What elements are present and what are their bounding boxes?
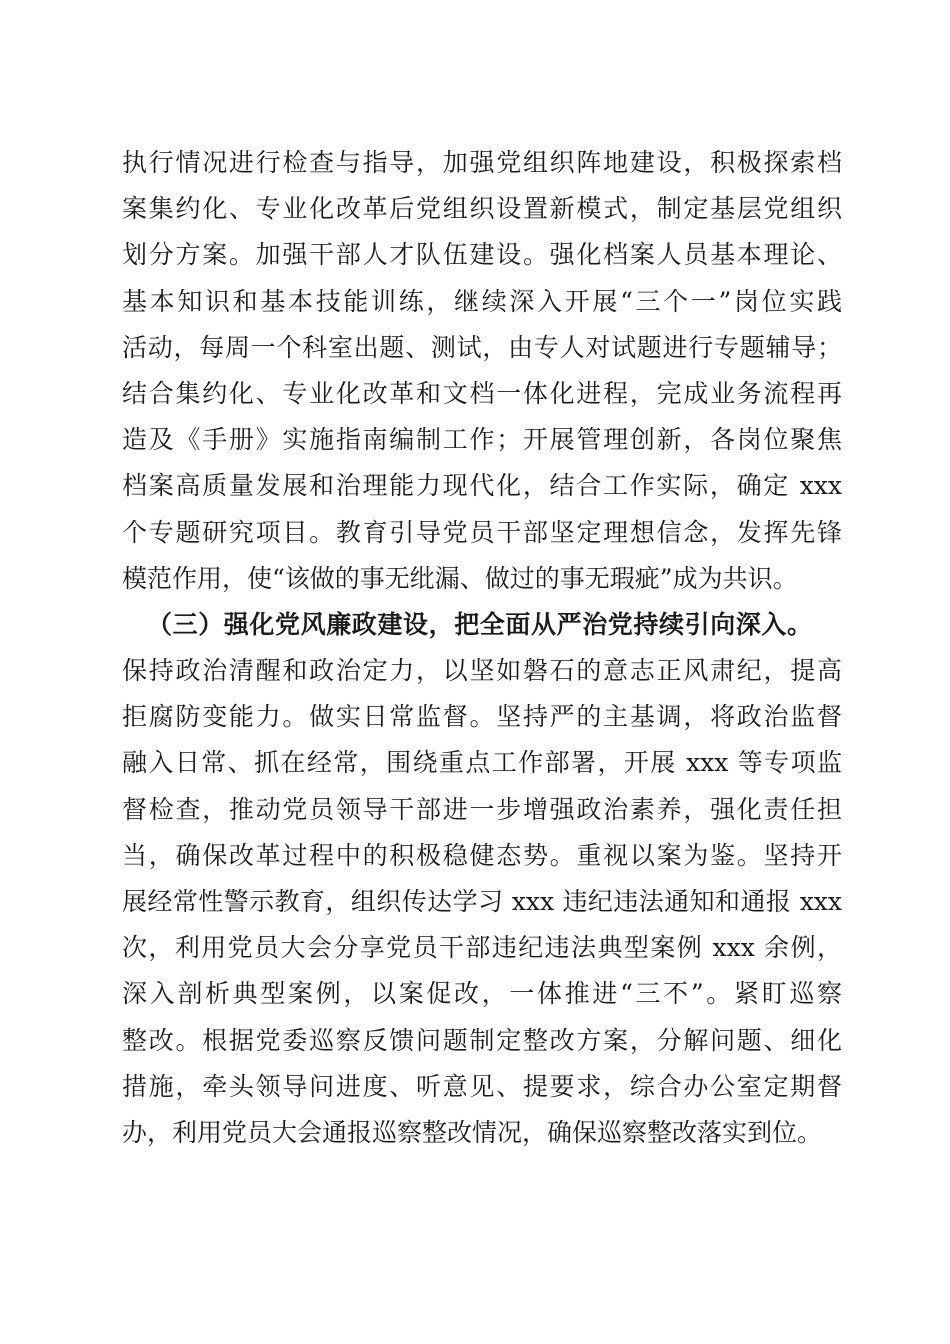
text-line: 案集约化、专业化改革后党组织设置新模式，制定基层党组织 bbox=[122, 194, 842, 224]
text-line: 个专题研究项目。教育引导党员干部坚定理想信念，发挥先锋 bbox=[122, 517, 842, 547]
text-line: 督检查，推动党员领导干部进一步增强政治素养，强化责任担 bbox=[122, 794, 842, 824]
text-line: 措施，牵头领导问进度、听意见、提要求，综合办公室定期督 bbox=[122, 1071, 842, 1101]
text-line: 划分方案。加强干部人才队伍建设。强化档案人员基本理论、 bbox=[122, 240, 842, 270]
text-line: 保持政治清醒和政治定力，以坚如磐石的意志正风肃纪，提高 bbox=[122, 656, 842, 686]
text-line: 当，确保改革过程中的积极稳健态势。重视以案为鉴。坚持开 bbox=[122, 840, 842, 870]
text-line: 结合集约化、专业化改革和文档一体化进程，完成业务流程再 bbox=[122, 378, 842, 408]
text-line: 拒腐防变能力。做实日常监督。坚持严的主基调，将政治监督 bbox=[122, 702, 842, 732]
text-line: 基本知识和基本技能训练，继续深入开展“三个一”岗位实践 bbox=[122, 286, 842, 316]
text-line: 次，利用党员大会分享党员干部违纪违法典型案例 xxx 余例， bbox=[122, 933, 842, 963]
text-line: 融入日常、抓在经常，围绕重点工作部署，开展 xxx 等专项监 bbox=[122, 748, 842, 778]
section-heading: （三）强化党风廉政建设，把全面从严治党持续引向深入。 bbox=[147, 609, 813, 639]
text-line: 造及《手册》实施指南编制工作；开展管理创新，各岗位聚焦 bbox=[122, 425, 842, 455]
text-line: 活动，每周一个科室出题、测试，由专人对试题进行专题辅导； bbox=[122, 332, 842, 362]
text-line: 模范作用，使“该做的事无纰漏、做过的事无瑕疵”成为共识。 bbox=[122, 563, 798, 593]
text-line: 深入剖析典型案例，以案促改，一体推进“三不”。紧盯巡察 bbox=[122, 979, 842, 1009]
text-line: 展经常性警示教育，组织传达学习 xxx 违纪违法通知和通报 xxx bbox=[122, 887, 842, 916]
text-line: 整改。根据党委巡察反馈问题制定整改方案，分解问题、细化 bbox=[122, 1025, 842, 1055]
text-line: 档案高质量发展和治理能力现代化，结合工作实际，确定 xxx bbox=[122, 471, 842, 501]
body-text bbox=[122, 140, 842, 1156]
text-line: 办，利用党员大会通报巡察整改情况，确保巡察整改落实到位。 bbox=[122, 1117, 823, 1147]
text-line: 执行情况进行检查与指导，加强党组织阵地建设，积极探索档 bbox=[122, 148, 842, 177]
